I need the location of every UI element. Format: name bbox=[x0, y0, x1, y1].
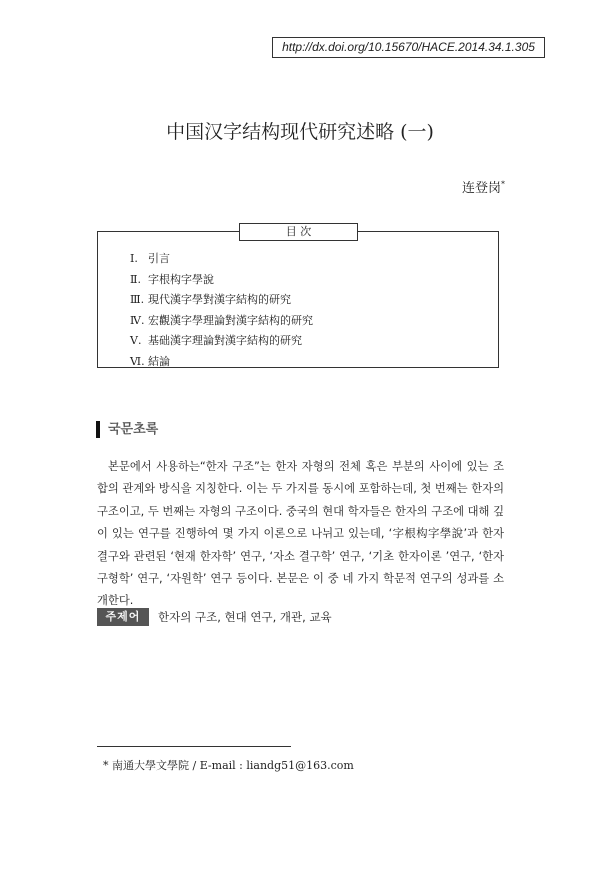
toc-list bbox=[130, 249, 313, 372]
toc-item-text: 結論 bbox=[148, 354, 170, 368]
toc-item bbox=[130, 311, 313, 332]
doi-link[interactable]: http://dx.doi.org/10.15670/HACE.2014.34.1.305 bbox=[272, 37, 545, 58]
abstract-body: 본문에서 사용하는“한자 구조”는 한자 자형의 전체 혹은 부분의 사이에 있는 조합의 관계와 방식을 지칭한다. 이는 두 가지를 동시에 포함하는데, 첫 번째는 한자의 구조이고, 두 번째는 자형의 구조이다. 중국의 현대 학자들은 한자의 구조에 대해 깊이 있는 연구를 진행하여 몇 가지 이론으로 나뉘고 있는데, ‘字根构字學說’과 한자 결구와 관련된 ‘현재 한자학’ 연구, ‘자소 결구학’ 연구, ‘기초 한자이론 ’연구, ‘한자 구형학’ 연구, ‘자원학’ 연구 등이다. 본문은 이 중 네 가지 학문적 연구의 성과를 소개한다. bbox=[97, 460, 504, 608]
toc-item bbox=[130, 331, 313, 352]
toc-item-number: Ⅰ. bbox=[130, 252, 138, 265]
toc-item-text: 字根构字學說 bbox=[148, 272, 214, 286]
toc-label bbox=[239, 223, 358, 241]
toc-item-number: Ⅱ. bbox=[130, 272, 141, 286]
footnote-divider bbox=[97, 746, 291, 747]
toc-item-text: 引言 bbox=[148, 252, 170, 265]
toc-item-text: 基础漢字理論對漢字結构的研究 bbox=[148, 334, 302, 347]
toc-item-text: 宏觀漢字學理論對漢字結构的研究 bbox=[148, 313, 313, 327]
toc-item-number: Ⅳ. bbox=[130, 313, 145, 327]
keywords-label: 주제어 bbox=[97, 608, 149, 626]
toc-item-number: Ⅴ. bbox=[130, 334, 142, 347]
toc-item bbox=[130, 290, 313, 311]
toc-item bbox=[130, 352, 313, 373]
toc-item bbox=[130, 249, 313, 270]
author-footnote: * 南通大學文學院 / E-mail : liandg51@163.com bbox=[103, 759, 354, 772]
author-footnote-mark: * bbox=[501, 179, 505, 189]
table-of-contents bbox=[97, 225, 499, 368]
abstract-heading: 국문초록 bbox=[96, 421, 158, 438]
article-title: 中国汉字结构现代研究述略 (一) bbox=[166, 121, 434, 143]
author-name bbox=[462, 177, 505, 196]
toc-item-number: Ⅵ. bbox=[130, 354, 145, 368]
keywords-text: 한자의 구조, 현대 연구, 개관, 교육 bbox=[158, 610, 332, 624]
toc-label-text: 目 次 bbox=[285, 225, 312, 238]
toc-item-number: Ⅲ. bbox=[130, 293, 145, 306]
toc-item-text: 現代漢字學對漢字結构的研究 bbox=[148, 293, 291, 306]
toc-item bbox=[130, 270, 313, 291]
author-name-text: 连登岗 bbox=[461, 181, 501, 196]
